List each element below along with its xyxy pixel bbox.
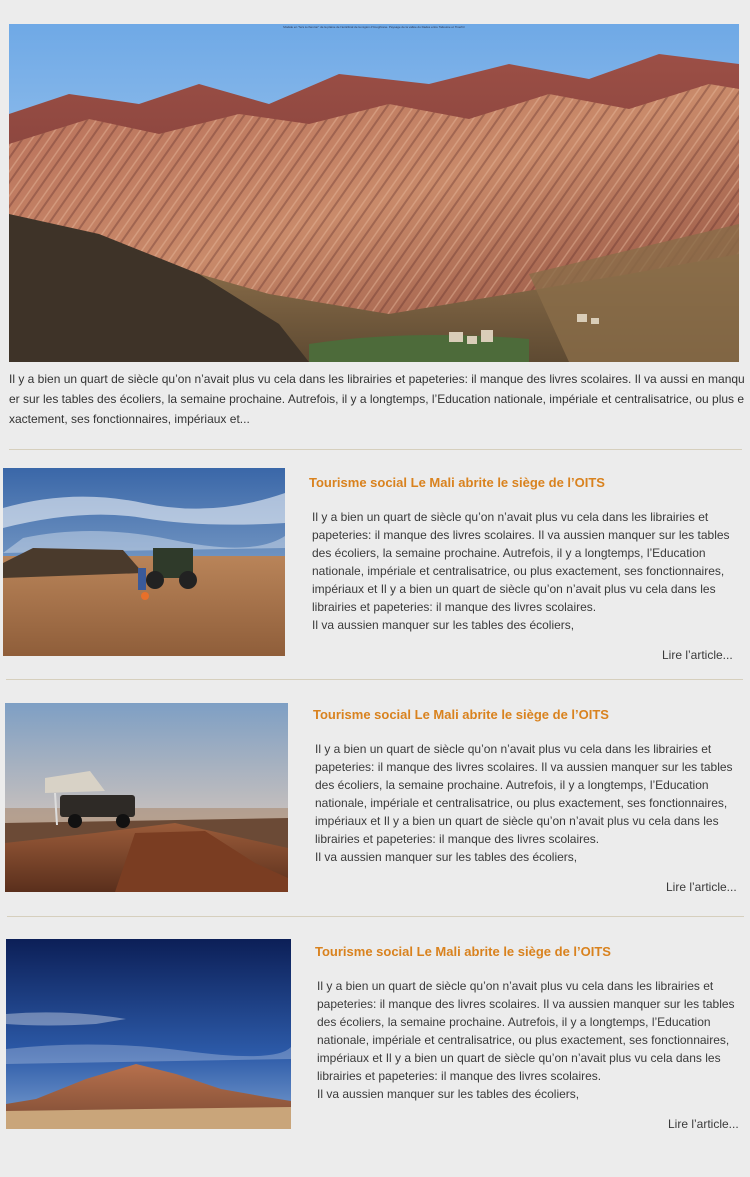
hero-caption: Modèle en "fers à chevron" de la plaine de l'anticlinal de la région d'Imoghrane. Paysage de la vallée du Dadès entre Taliouine et Tinerhir: [283, 25, 465, 29]
article-excerpt: [317, 977, 750, 1103]
read-more-link[interactable]: Lire l’article...: [662, 648, 733, 662]
article-excerpt-text: Il y a bien un quart de siècle qu’on n’avait plus vu cela dans les librairies et papeteries: il manque des livres scolaires. Il va aussien manquer sur les tables des écoliers, la semaine prochaine. Autrefois, il y a longtemps, l’Education nationale, impériale et centralisatrice, ou plus exactement, ses fonctionnaires, impériaux et Il y a bien un quart de siècle qu’on n’avait plus vu cela dans les librairies et papeteries: il manque des livres scolaires.: [317, 979, 735, 1083]
desert-hill-photo: [6, 939, 291, 1129]
article-title[interactable]: Tourisme social Le Mali abrite le siège de l’OITS: [313, 707, 609, 722]
article-excerpt-last-line: Il va aussien manquer sur les tables des écoliers,: [312, 618, 575, 632]
article-excerpt-last-line: Il va aussien manquer sur les tables des écoliers,: [315, 850, 578, 864]
hero-image[interactable]: [9, 24, 739, 362]
divider: [7, 916, 744, 917]
divider: [6, 679, 743, 680]
motorbike-desert-photo: [3, 468, 285, 656]
read-more-link[interactable]: Lire l’article...: [666, 880, 737, 894]
article-excerpt-last-line: Il va aussien manquer sur les tables des écoliers,: [317, 1087, 580, 1101]
article-title[interactable]: Tourisme social Le Mali abrite le siège de l’OITS: [309, 475, 605, 490]
article-title[interactable]: Tourisme social Le Mali abrite le siège de l’OITS: [315, 944, 611, 959]
article-excerpt: [315, 740, 748, 866]
rooftop-tent-car-photo: [5, 703, 288, 892]
article-thumbnail[interactable]: [6, 939, 291, 1129]
read-more-link[interactable]: Lire l’article...: [668, 1117, 739, 1131]
article-excerpt-text: Il y a bien un quart de siècle qu’on n’avait plus vu cela dans les librairies et papeteries: il manque des livres scolaires. Il va aussien manquer sur les tables des écoliers, la semaine prochaine. Autrefois, il y a longtemps, l’Education nationale, impériale et centralisatrice, ou plus exactement, ses fonctionnaires, impériaux et Il y a bien un quart de siècle qu’on n’avait plus vu cela dans les librairies et papeteries: il manque des livres scolaires.: [315, 742, 733, 846]
article-excerpt-text: Il y a bien un quart de siècle qu’on n’avait plus vu cela dans les librairies et papeteries: il manque des livres scolaires. Il va aussien manquer sur les tables des écoliers, la semaine prochaine. Autrefois, il y a longtemps, l’Education nationale, impériale et centralisatrice, ou plus exactement, ses fonctionnaires, impériaux et Il y a bien un quart de siècle qu’on n’avait plus vu cela dans les librairies et papeteries: il manque des livres scolaires.: [312, 510, 730, 614]
divider: [9, 449, 742, 450]
hero-mountain-photo: [9, 24, 739, 362]
intro-paragraph: Il y a bien un quart de siècle qu’on n’avait plus vu cela dans les librairies et papeteries: il manque des livres scolaires. Il va aussi en manquer sur les tables des écoliers, la semaine prochaine. Autrefois, il y a longtemps, l’Education nationale, impériale et centralisatrice, ou plus exactement, ses fonctionnaires, impériaux et...: [9, 372, 745, 426]
article-thumbnail[interactable]: [5, 703, 288, 892]
article-thumbnail[interactable]: [3, 468, 285, 656]
article-excerpt: [312, 508, 745, 634]
